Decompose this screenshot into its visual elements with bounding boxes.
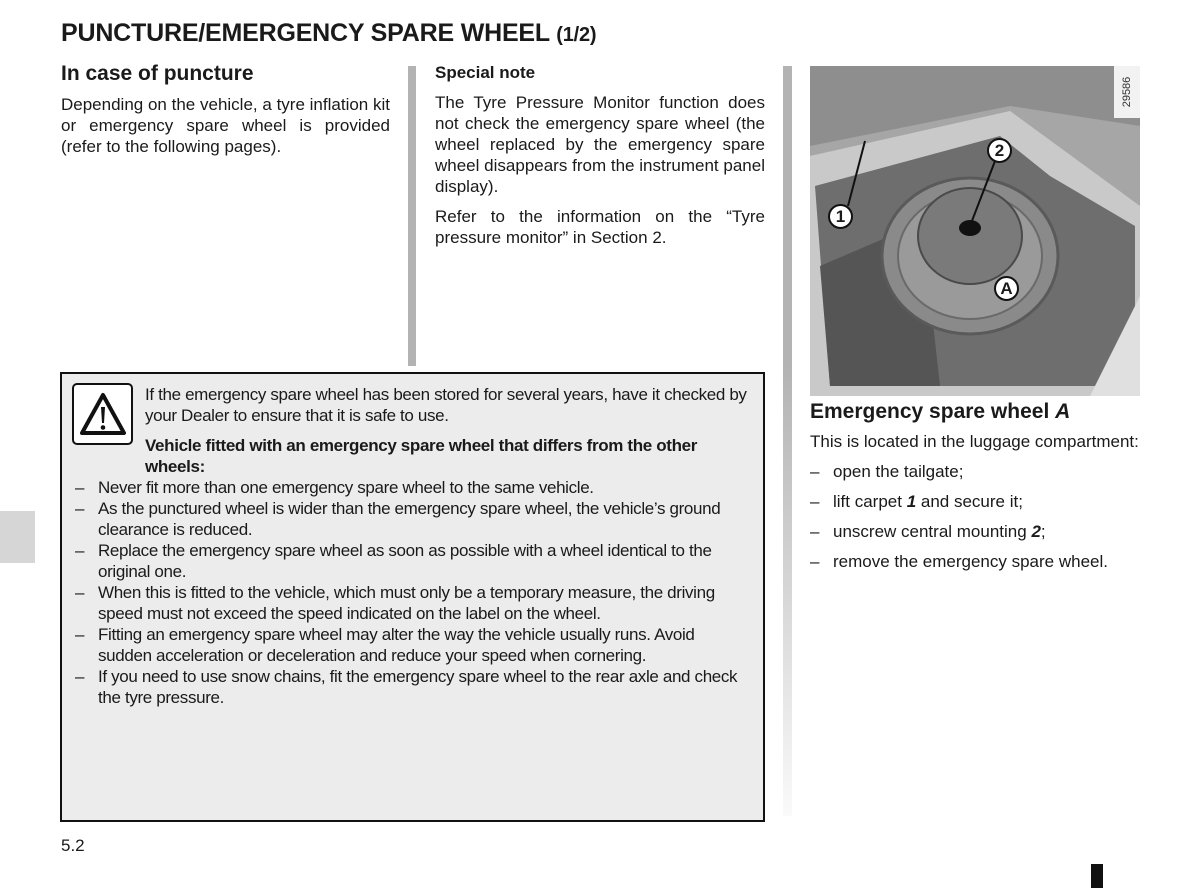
puncture-section (61, 62, 390, 157)
warning-triangle-icon (72, 383, 133, 445)
spare-wheel-heading-ref: A (1055, 400, 1071, 423)
warning-item: – As the punctured wheel is wider than the emergency spare wheel, the vehicle’s ground clearance is reduced. (75, 499, 721, 539)
puncture-body: Depending on the vehicle, a tyre inflation kit or emergency spare wheel is provided (refer to the following pages). (61, 95, 390, 156)
callout-2: 2 (987, 138, 1012, 163)
spare-wheel-heading: Emergency spare wheel A (810, 400, 1071, 423)
puncture-heading: In case of puncture (61, 62, 254, 85)
warning-item: – Replace the emergency spare wheel as soon as possible with a wheel identical to the original one. (75, 541, 712, 581)
ref-2: 2 (1031, 522, 1041, 541)
special-note-heading: Special note (435, 63, 536, 82)
callout-1: 1 (828, 204, 853, 229)
spare-wheel-steps (810, 461, 1140, 572)
special-note-paragraph: The Tyre Pressure Monitor function does not check the emergency spare wheel (the wheel replaced by the emergency spare wheel disappears from the instrument panel display). (435, 93, 765, 196)
warning-box (60, 372, 765, 822)
step-item: – remove the emergency spare wheel. (810, 552, 1108, 571)
figure-reference-code: 29586 (1114, 66, 1140, 118)
page-number: 5.2 (61, 836, 85, 855)
page-title-suffix: (1/2) (556, 24, 597, 46)
callout-a: A (994, 276, 1019, 301)
special-note-section (435, 63, 765, 248)
luggage-compartment-illustration (810, 66, 1140, 396)
step-item: – unscrew central mounting 2; (810, 522, 1046, 541)
spare-wheel-figure (810, 66, 1140, 396)
emergency-spare-wheel-section (810, 400, 1140, 581)
column-divider-bar-right (783, 66, 792, 816)
warning-item: – When this is fitted to the vehicle, which must only be a temporary measure, the driving speed must not exceed the speed indicated on the label on the wheel. (75, 583, 715, 623)
spare-wheel-intro: This is located in the luggage compartment: (810, 432, 1139, 451)
step-item: – lift carpet 1 and secure it; (810, 492, 1023, 511)
page-title-text: PUNCTURE/EMERGENCY SPARE WHEEL (61, 19, 550, 47)
special-note-paragraph: Refer to the information on the “Tyre pressure monitor” in Section 2. (435, 207, 765, 247)
ref-1: 1 (906, 492, 917, 511)
page-title (61, 19, 596, 48)
column-divider-bar (408, 66, 416, 366)
warning-intro: If the emergency spare wheel has been stored for several years, have it checked by your Dealer to ensure that it is safe to use. (145, 385, 747, 425)
warning-subheading: Vehicle fitted with an emergency spare wheel that differs from the other wheels: (145, 436, 697, 476)
corner-mark (1091, 864, 1103, 888)
step-item: – open the tailgate; (810, 462, 964, 481)
warning-item: – Never fit more than one emergency spare wheel to the same vehicle. (75, 478, 594, 497)
warning-item: – Fitting an emergency spare wheel may alter the way the vehicle usually runs. Avoid sudden acceleration or deceleration and reduce your speed when cornering. (75, 625, 695, 665)
warning-list (75, 477, 750, 708)
section-thumb-tab (0, 511, 35, 563)
warning-item: – If you need to use snow chains, fit the emergency spare wheel to the rear axle and check the tyre pressure. (75, 667, 738, 707)
